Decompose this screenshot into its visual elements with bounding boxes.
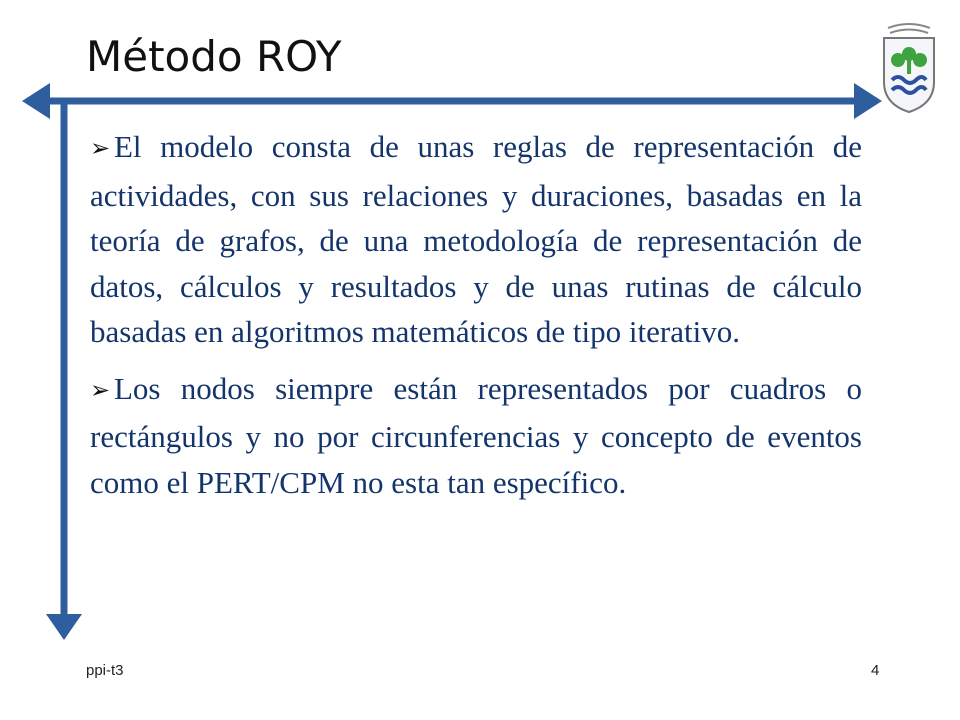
paragraph-text: Los nodos siempre están representados por cuadros o rectángulos y no por circunferencias y concepto de eventos como el PERT/CPM no esta tan específico. — [90, 370, 862, 500]
slide-body — [90, 124, 862, 516]
footer-label: ppi-t3 — [86, 662, 124, 679]
arrow-bullet-icon: ➢ — [90, 377, 111, 404]
page-number: 4 — [871, 662, 880, 679]
down-arrowhead-icon — [46, 614, 82, 640]
university-crest-icon — [878, 20, 940, 114]
bullet-paragraph — [90, 366, 862, 506]
arrow-bullet-icon: ➢ — [90, 136, 111, 162]
left-arrowhead-icon — [22, 83, 50, 119]
slide-title: Método ROY — [86, 32, 342, 81]
paragraph-text: El modelo consta de unas reglas de representación de actividades, con sus relaciones y duraciones, basadas en la teoría de grafos, de una metodología de representación de datos, cálculos y resultados y de unas rutinas de cálculo basadas en algoritmos matemáticos de tipo iterativo. — [90, 129, 862, 349]
bullet-paragraph — [90, 124, 862, 355]
